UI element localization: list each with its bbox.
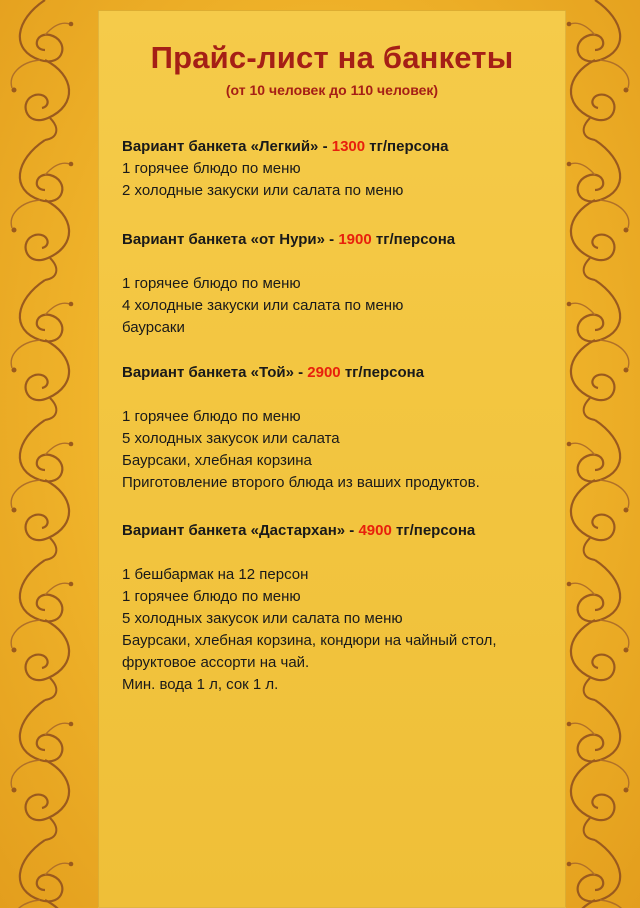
list-item: Баурсаки, хлебная корзина	[122, 452, 312, 469]
variant-price-unit: тг/персона	[371, 231, 456, 248]
variant-name: Вариант банкета «Той»	[122, 364, 294, 381]
banquet-variant-nuri	[122, 229, 562, 339]
variant-separator: -	[318, 138, 332, 155]
list-item: 1 горячее блюдо по меню	[122, 588, 301, 605]
variant-heading	[122, 520, 562, 542]
variant-price-unit: тг/персона	[340, 364, 425, 381]
list-item: Мин. вода 1 л, сок 1 л.	[122, 676, 279, 693]
variant-price: 1300	[331, 138, 366, 155]
variant-heading	[122, 362, 562, 384]
page-title: Прайс-лист на банкеты	[150, 40, 514, 75]
banquet-variant-dastarkhan	[122, 520, 562, 696]
list-item: 1 горячее блюдо по меню	[122, 275, 301, 292]
list-item: баурсаки	[122, 319, 185, 336]
list-item: Баурсаки, хлебная корзина, кондюри на чайный стол,	[122, 632, 497, 649]
banquet-variant-toi	[122, 362, 562, 494]
list-item: фруктовое ассорти на чай.	[122, 654, 310, 671]
variant-separator: -	[345, 522, 359, 539]
left-ornament-border	[0, 0, 90, 908]
list-item: 1 горячее блюдо по меню	[122, 408, 301, 425]
variant-heading	[122, 136, 562, 158]
page-subtitle: (от 10 человек до 110 человек)	[225, 82, 439, 98]
list-item: 5 холодных закусок или салата по меню	[122, 610, 403, 627]
variant-name: Вариант банкета «Дастархан»	[122, 522, 346, 539]
variant-name: Вариант банкета «Легкий»	[122, 138, 319, 155]
variant-price: 1900	[338, 231, 372, 248]
list-item: Приготовление второго блюда из ваших продуктов.	[122, 474, 480, 491]
list-item: 4 холодные закуски или салата по меню	[122, 297, 404, 314]
list-item: 5 холодных закусок или салата	[122, 430, 340, 447]
variant-name: Вариант банкета «от Нури»	[122, 231, 325, 248]
variant-price: 2900	[307, 364, 341, 381]
variant-price-unit: тг/персона	[365, 138, 449, 155]
variant-heading	[122, 229, 562, 251]
variant-price-unit: тг/персона	[391, 522, 476, 539]
variant-separator: -	[325, 231, 339, 248]
list-item: 2 холодные закуски или салата по меню	[122, 182, 404, 199]
flourish-ornament-icon	[0, 0, 90, 908]
list-item: 1 бешбармак на 12 персон	[122, 566, 309, 583]
variant-price: 4900	[358, 522, 392, 539]
list-item: 1 горячее блюдо по меню	[122, 160, 301, 177]
variant-separator: -	[293, 364, 308, 381]
banquet-variant-light	[122, 136, 562, 202]
